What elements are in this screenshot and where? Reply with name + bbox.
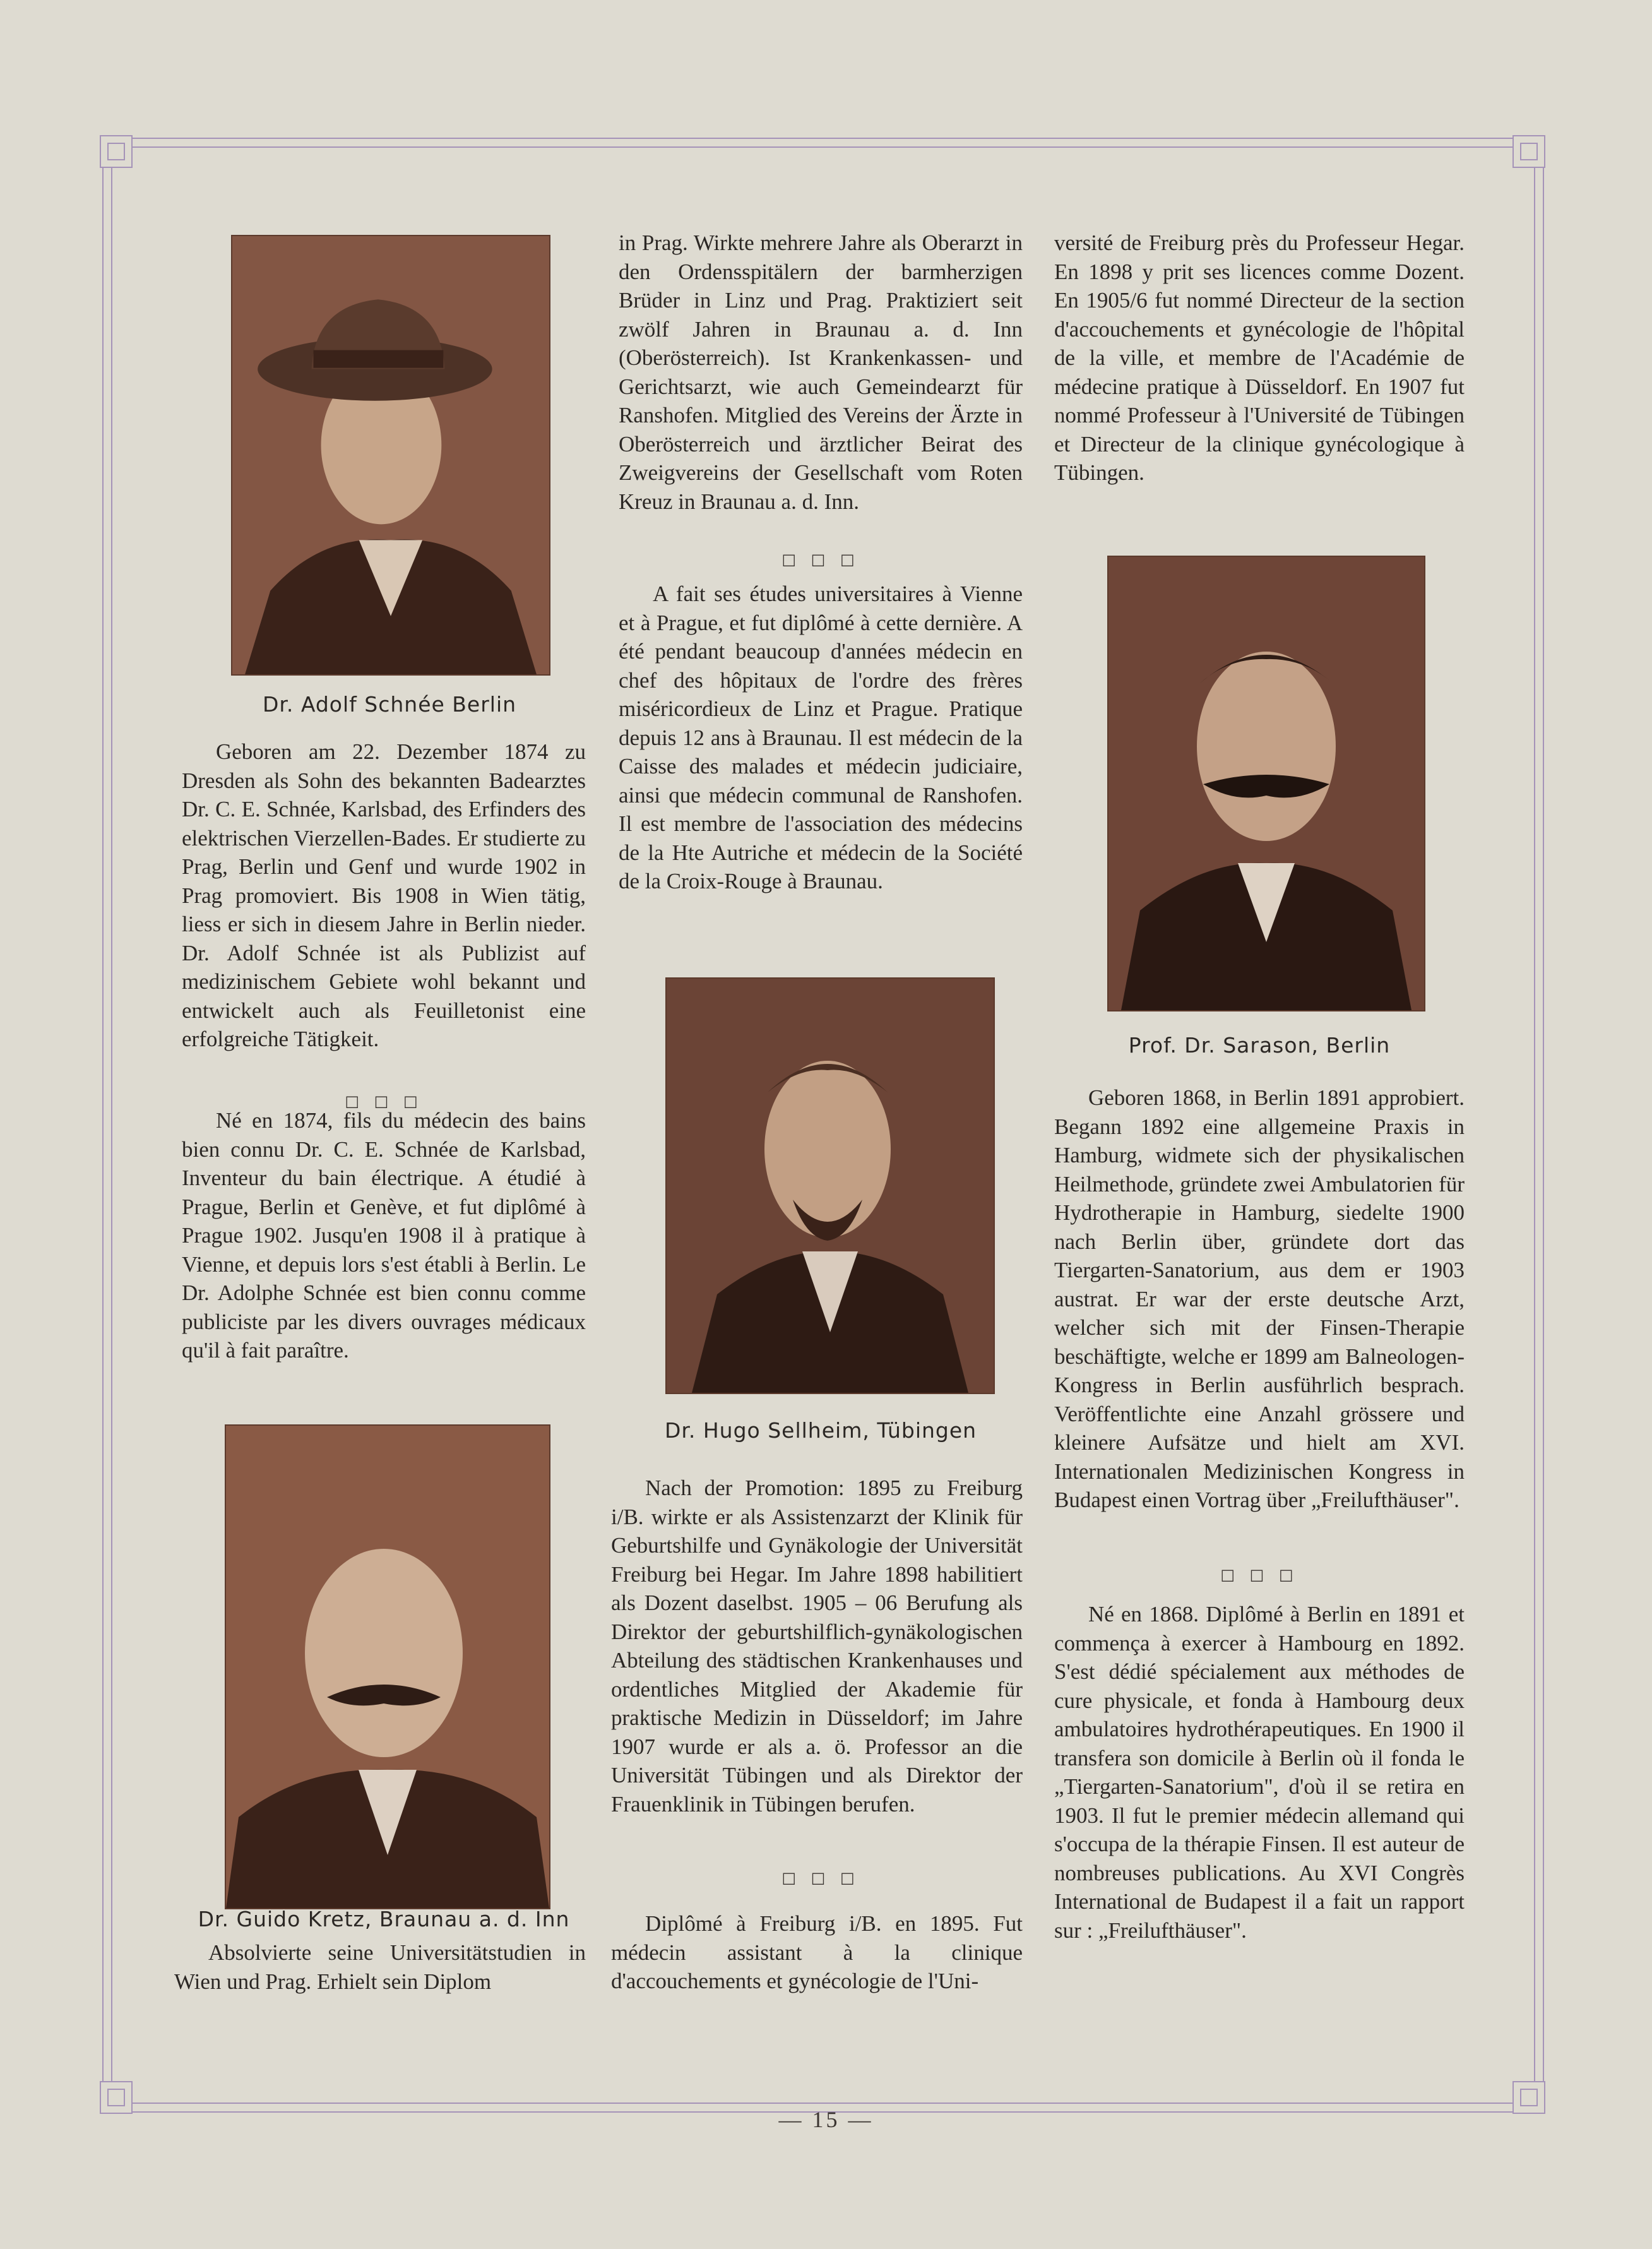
portrait-caption-sellheim: Dr. Hugo Sellheim, Tübingen: [664, 1418, 977, 1443]
section-ornament: □ □ □: [1220, 1566, 1298, 1584]
paragraph-kretz-german-cont: in Prag. Wirkte mehrere Jahre als Oberarzt in den Ordensspitälern der barmherzigen Brüder in Linz und Prag. Praktiziert seit zwölf Jahren in Braunau a. d. Inn (Oberösterreich). Ist Krankenkassen- und Gerichtsarzt, wie auch Gemeindearzt für Ranshofen. Mitglied des Vereins der Ärzte in Oberösterreich und ärztlicher Beirat des Zweigvereins der Gesellschaft vom Roten Kreuz in Braunau a. d. Inn.: [619, 230, 1023, 514]
section-ornament: □ □ □: [781, 551, 860, 568]
corner-ornament-bottom-left: [100, 2081, 133, 2114]
paragraph-sarason-french: Né en 1868. Diplômé à Berlin en 1891 et commença à exercer à Hambourg en 1892. S'est dédié spécialement aux méthodes de cure physicale, et fonda à Hambourg deux ambulatoires hydrothérapeutiques. En 1900 il transfera son domicile à Berlin où il fonda le „Tiergarten-Sanatorium", d'où il se retira en 1903. Il fut le premier médecin allemand qui s'occupa de la thérapie Finsen. Il est auteur de nombreuses publications. Au XVI Congrès International de Budapest il a fait un rapport sur : „Freilufthäuser".: [1054, 1602, 1465, 1943]
paragraph-kretz-french: A fait ses études universitaires à Vienne et à Prague, et fut diplômé à cette dernière. A été pendant beaucoup d'années médecin en chef des hôpitaux de l'ordre des frères miséricordieux de Linz et Prague. Pratique depuis 12 ans à Braunau. Il est médecin de la Caisse des malades et médecin judiciaire, ainsi que médecin communal de Ranshofen. Il est membre de l'association des médecins de la Hte Autriche et médecin de la Société de la Croix-Rouge à Braunau.: [619, 582, 1023, 893]
paragraph-schnee-french: Né en 1874, fils du médecin des bains bien connu Dr. C. E. Schnée de Karlsbad, Inventeur du bain électrique. A étudié à Prague, Berlin et Genève, et fut diplômé à Prague 1902. Jusqu'en 1908 il à pratique à Vienne, et depuis lors s'est établi à Berlin. Le Dr. Adolphe Schnée est bien connu comme publiciste par les divers ouvrages médicaux qu'il à fait paraître.: [182, 1108, 586, 1363]
portrait-photo-schnee: [231, 235, 550, 676]
paragraph-sellheim-german: Nach der Promotion: 1895 zu Freiburg i/B. wirkte er als Assistenzarzt der Klinik für Geburtshilfe und Gynäkologie der Universität Freiburg bei Hegar. Im Jahre 1898 habilitiert als Dozent daselbst. 1905 – 06 Berufung als Direktor der geburtshilflich-gynäkologischen Abteilung des städtischen Krankenhauses und ordentliches Mitglied der Akademie für praktische Medizin in Düsseldorf; im Jahre 1907 wurde er als a. ö. Professor an die Universität Tübingen und als Direktor der Frauenklinik in Tübingen berufen.: [611, 1476, 1023, 1816]
portrait-photo-kretz: [225, 1424, 550, 1909]
section-ornament: □ □ □: [781, 1869, 860, 1887]
portrait-photo-sellheim: [665, 977, 995, 1394]
text-sarason-french: [1054, 1600, 1465, 1945]
portrait-photo-sarason: [1107, 556, 1425, 1011]
corner-ornament-top-right: [1512, 135, 1545, 168]
text-sellheim-french-cont: [1054, 229, 1465, 487]
paragraph-schnee-german: Geboren am 22. Dezember 1874 zu Dresden als Sohn des bekannten Badearztes Dr. C. E. Schnée, Karlsbad, des Erfinders des elektrischen Vierzellen-Bades. Er studierte zu Prag, Berlin und Genf und wurde 1902 in Prag promoviert. Bis 1908 in Wien tätig, liess er sich in diesem Jahre in Berlin nieder. Dr. Adolf Schnée ist als Publizist auf medizinischem Gebiete wohl bekannt und entwickelt auch als Feuilletonist eine erfolgreiche Tätigkeit.: [182, 739, 586, 1051]
text-sellheim-german: [611, 1474, 1023, 1818]
corner-ornament-top-left: [100, 135, 133, 168]
portrait-caption-kretz: Dr. Guido Kretz, Braunau a. d. Inn: [198, 1907, 570, 1931]
paragraph-sellheim-french-start: Diplômé à Freiburg i/B. en 1895. Fut médecin assistant à la clinique d'accouchements et gynécologie de l'Uni-: [611, 1911, 1023, 1993]
text-sellheim-french-start: [611, 1909, 1023, 1996]
text-schnee-german: [182, 737, 586, 1054]
paragraph-sarason-german: Geboren 1868, in Berlin 1891 approbiert. Begann 1892 eine allgemeine Praxis in Hamburg, widmete sich der physikalischen Heilmethode, gründete zwei Ambulatorien für Hydrotherapie in Hamburg, siedelte 1900 nach Berlin über, gründete dort das Tiergarten-Sanatorium, aus dem er 1903 austrat. Er war der erste deutsche Arzt, welcher sich mit der Finsen-Therapie beschäftigte, welche er 1899 am Balneologen-Kongress in Berlin ausführlich besprach. Veröffentlichte eine Anzahl grössere und kleinere Aufsätze und hielt am XVI. Internationalen Medizinischen Kongress in Budapest einen Vortrag über „Freilufthäuser".: [1054, 1085, 1465, 1512]
text-kretz-french: [619, 580, 1023, 896]
portrait-caption-sarason: Prof. Dr. Sarason, Berlin: [1128, 1033, 1391, 1058]
text-schnee-french: [182, 1106, 586, 1365]
paragraph-kretz-german-start: Absolvierte seine Universitätstudien in Wien und Prag. Erhielt sein Diplom: [174, 1940, 586, 1994]
corner-ornament-bottom-right: [1512, 2081, 1545, 2114]
section-ornament: □ □ □: [345, 1092, 423, 1110]
portrait-caption-schnee: Dr. Adolf Schnée Berlin: [262, 692, 517, 717]
text-sarason-german: [1054, 1083, 1465, 1515]
paragraph-sellheim-french-cont: versité de Freiburg près du Professeur Hegar. En 1898 y prit ses licences comme Dozent. En 1905/6 fut nommé Directeur de la section d'accouchements et gynécologie de l'hôpital de la ville, et membre de l'Académie de médecine pratique à Düsseldorf. En 1907 fut nommé Professeur à l'Université de Tübingen et Directeur de la clinique gynécologique à Tübingen.: [1054, 230, 1465, 485]
text-kretz-german-start: [174, 1938, 586, 1996]
page-number: — 15 —: [778, 2107, 874, 2132]
text-kretz-german-cont: [619, 229, 1023, 516]
